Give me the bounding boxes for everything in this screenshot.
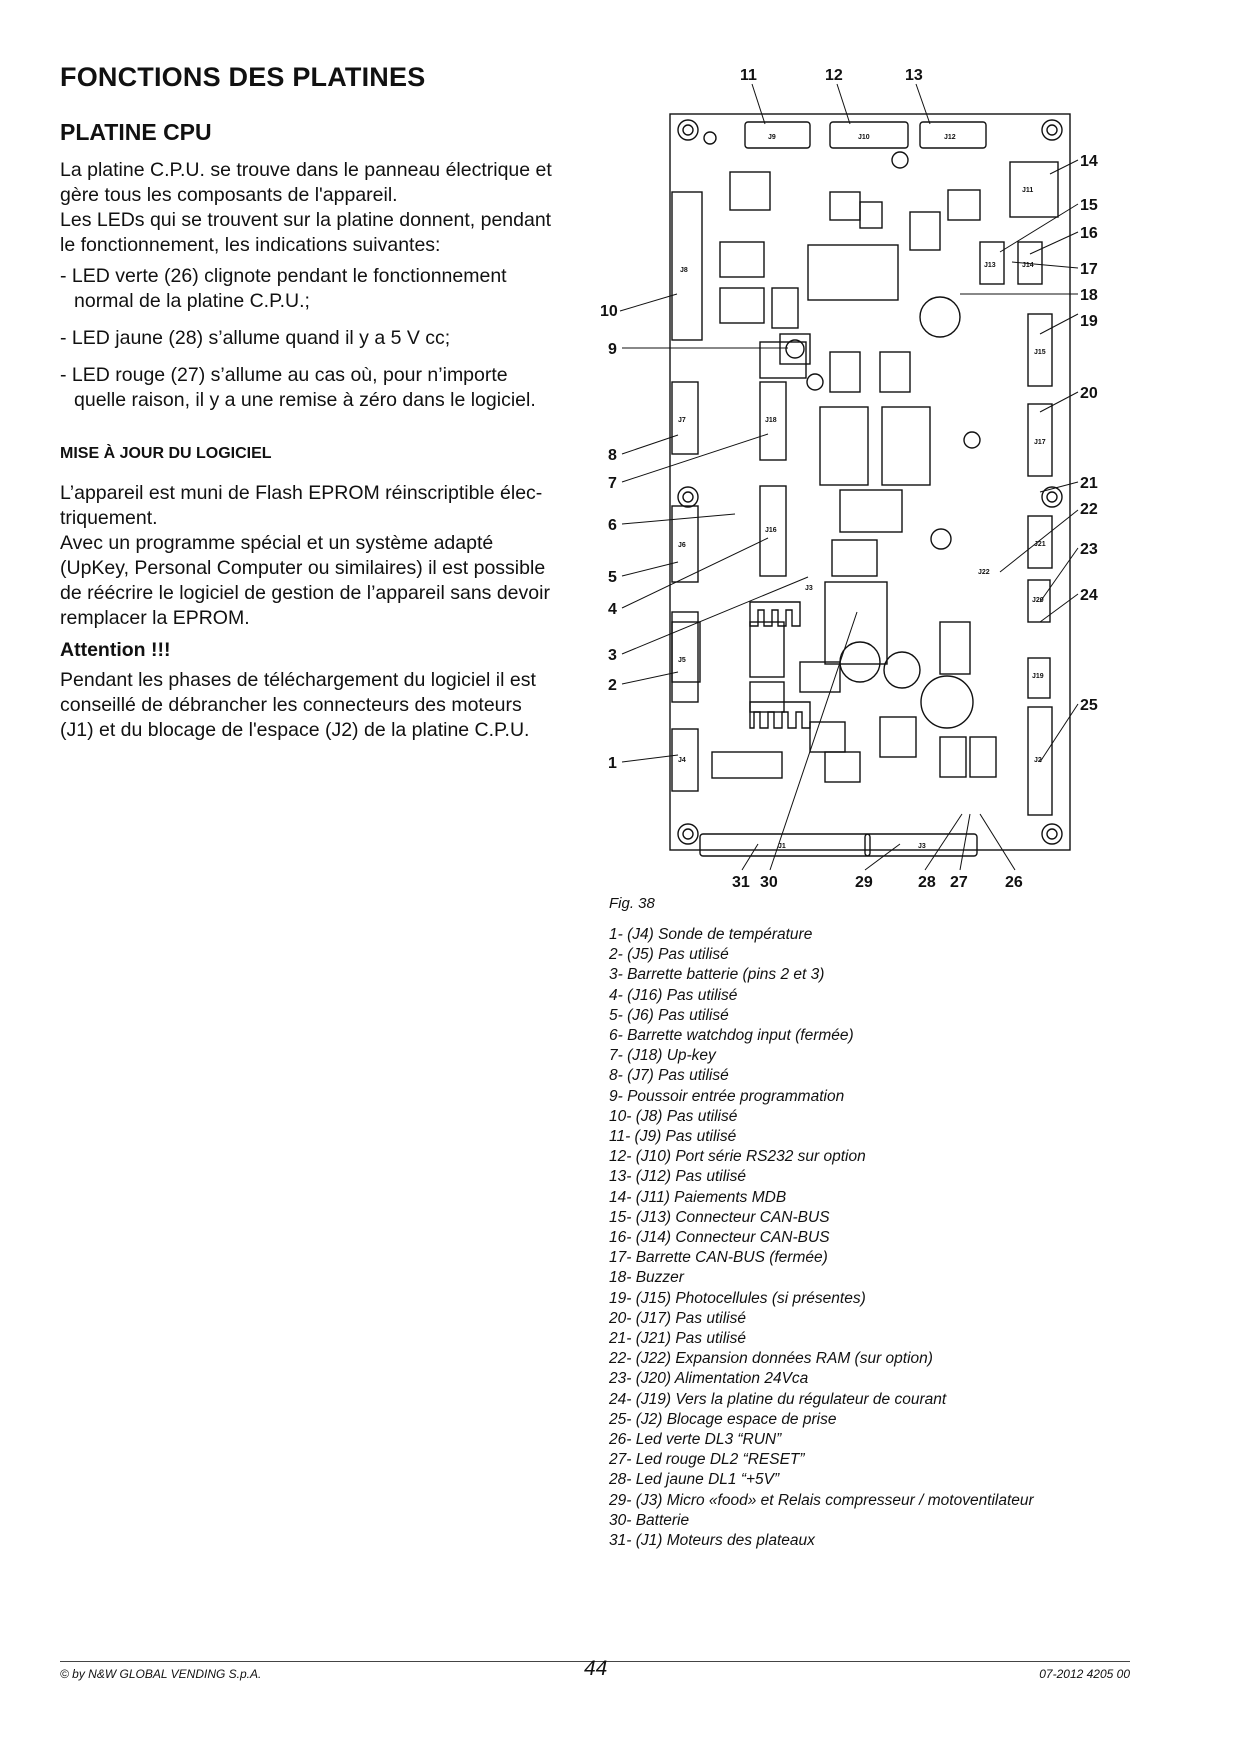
label-j12: J12 (944, 134, 956, 141)
footer-doc-code: 07-2012 4205 00 (1039, 1667, 1130, 1681)
legend-item: 4- (J16) Pas utilisé (609, 986, 738, 1004)
legend-item: 18- Buzzer (609, 1269, 684, 1287)
label-j16: J16 (765, 527, 777, 534)
legend-item: 22- (J22) Expansion données RAM (sur option) (609, 1350, 933, 1368)
attention-paragraph: Pendant les phases de téléchargement du logiciel il est conseillé de débrancher les connecteurs des moteurs (J1) et du blocage de l'espace (J2) de la platine C.P.U. (60, 669, 536, 741)
legend-item: 20- (J17) Pas utilisé (609, 1309, 746, 1327)
label-j3: J3 (918, 843, 926, 850)
update-heading: MISE À JOUR DU LOGICIEL (60, 445, 272, 462)
figure-caption: Fig. 38 (609, 895, 655, 912)
legend-item: 10- (J8) Pas utilisé (609, 1107, 738, 1125)
legend-item: 27- Led rouge DL2 “RESET” (609, 1451, 805, 1469)
callout-12: 12 (825, 67, 843, 84)
legend-item: 28- Led jaune DL1 “+5V” (609, 1471, 780, 1489)
callout-17: 17 (1080, 261, 1098, 278)
callout-5: 5 (608, 569, 617, 586)
label-j2: J2 (1034, 757, 1042, 764)
label-j22: J22 (978, 569, 990, 576)
callout-9: 9 (608, 341, 617, 358)
legend-item: 29- (J3) Micro «food» et Relais compresseur / motoventilateur (609, 1491, 1034, 1509)
legend-item: 30- Batterie (609, 1511, 690, 1529)
legend-item: 5- (J6) Pas utilisé (609, 1006, 729, 1024)
label-j5: J5 (678, 657, 686, 664)
label-j13: J13 (984, 262, 996, 269)
callout-26: 26 (1005, 874, 1023, 891)
cpu-board-figure (600, 62, 1120, 902)
section-title: PLATINE CPU (60, 119, 212, 145)
label-j14: J14 (1022, 262, 1034, 269)
legend-item: 26- Led verte DL3 “RUN” (609, 1431, 782, 1449)
legend-item: 14- (J11) Paiements MDB (609, 1188, 787, 1206)
label-j17: J17 (1034, 439, 1046, 446)
callout-10: 10 (600, 303, 618, 320)
legend-item: 16- (J14) Connecteur CAN-BUS (609, 1229, 830, 1247)
callout-29: 29 (855, 874, 873, 891)
label-j3-small: J3 (805, 585, 813, 592)
page-title: FONCTIONS DES PLATINES (60, 62, 426, 92)
led-red-item: - LED rouge (27) s’allume au cas où, pour n’importe quelle raison, il y a une remise à zéro dans le logiciel. (60, 364, 536, 411)
figure-legend (609, 925, 1229, 1551)
callout-15: 15 (1080, 197, 1098, 214)
led-yellow-item: - LED jaune (28) s’allume quand il y a 5 V cc; (60, 327, 451, 349)
label-j7: J7 (678, 417, 686, 424)
legend-item: 8- (J7) Pas utilisé (609, 1067, 729, 1085)
attention-heading: Attention !!! (60, 639, 171, 661)
legend-item: 12- (J10) Port série RS232 sur option (609, 1148, 866, 1166)
led-green-item: - LED verte (26) clignote pendant le fonctionnement normal de la platine C.P.U.; (60, 265, 507, 312)
intro-paragraph: La platine C.P.U. se trouve dans le panneau électrique et gère tous les composants de l'appareil. Les LEDs qui se trouvent sur la platine donnent, pendant le fonctionnement, les indications suivantes: (60, 159, 552, 256)
callout-7: 7 (608, 475, 617, 492)
footer-copyright: © by N&W GLOBAL VENDING S.p.A. (60, 1667, 262, 1681)
legend-item: 25- (J2) Blocage espace de prise (609, 1410, 837, 1428)
callout-20: 20 (1080, 385, 1098, 402)
callout-8: 8 (608, 447, 617, 464)
legend-item: 21- (J21) Pas utilisé (609, 1330, 746, 1348)
label-j19: J19 (1032, 673, 1044, 680)
label-j18: J18 (765, 417, 777, 424)
legend-item: 31- (J1) Moteurs des plateaux (609, 1532, 815, 1550)
legend-item: 1- (J4) Sonde de température (609, 926, 813, 943)
board-outline (670, 114, 1070, 850)
callout-4: 4 (608, 601, 617, 618)
update-paragraph: L’appareil est muni de Flash EPROM réinscriptible élec- triquement. Avec un programme spécial et un système adapté (UpKey, Personal Computer ou similaires) il est possible de réécrire le logiciel de gestion de l’appareil sans devoir remplacer la EPROM. (60, 482, 550, 629)
callout-21: 21 (1080, 475, 1098, 492)
legend-item: 7- (J18) Up-key (609, 1047, 716, 1065)
page-number: 44 (584, 1657, 608, 1680)
legend-item: 11- (J9) Pas utilisé (609, 1128, 737, 1146)
callout-23: 23 (1080, 541, 1098, 558)
callout-19: 19 (1080, 313, 1098, 330)
callout-14: 14 (1080, 153, 1098, 170)
left-column (60, 62, 590, 743)
callout-25: 25 (1080, 697, 1098, 714)
legend-item: 23- (J20) Alimentation 24Vca (609, 1370, 809, 1388)
label-j1: J1 (778, 843, 786, 850)
callout-22: 22 (1080, 501, 1098, 518)
callout-11: 11 (740, 67, 757, 84)
label-j15: J15 (1034, 349, 1046, 356)
legend-item: 19- (J15) Photocellules (si présentes) (609, 1289, 866, 1307)
label-j21: J21 (1034, 541, 1046, 548)
legend-item: 24- (J19) Vers la platine du régulateur de courant (609, 1390, 947, 1408)
label-j9: J9 (768, 134, 776, 141)
callout-13: 13 (905, 67, 923, 84)
callout-6: 6 (608, 517, 617, 534)
callout-24: 24 (1080, 587, 1098, 604)
callout-1: 1 (608, 755, 617, 772)
callout-3: 3 (608, 647, 617, 664)
callout-27: 27 (950, 874, 968, 891)
legend-item: 3- Barrette batterie (pins 2 et 3) (609, 966, 825, 984)
callout-16: 16 (1080, 225, 1098, 242)
label-j20: J20 (1032, 597, 1044, 604)
legend-item: 17- Barrette CAN-BUS (fermée) (609, 1249, 828, 1267)
label-j8: J8 (680, 267, 688, 274)
callout-2: 2 (608, 677, 617, 694)
callout-18: 18 (1080, 287, 1098, 304)
legend-item: 2- (J5) Pas utilisé (609, 946, 729, 964)
legend-item: 9- Poussoir entrée programmation (609, 1087, 845, 1105)
label-j4: J4 (678, 757, 686, 764)
label-j11: J11 (1022, 187, 1034, 194)
callout-31: 31 (732, 874, 750, 891)
callout-30: 30 (760, 874, 778, 891)
label-j6: J6 (678, 542, 686, 549)
label-j10: J10 (858, 134, 870, 141)
callout-28: 28 (918, 874, 936, 891)
legend-item: 6- Barrette watchdog input (fermée) (609, 1027, 854, 1045)
legend-item: 15- (J13) Connecteur CAN-BUS (609, 1208, 830, 1226)
legend-item: 13- (J12) Pas utilisé (609, 1168, 746, 1186)
